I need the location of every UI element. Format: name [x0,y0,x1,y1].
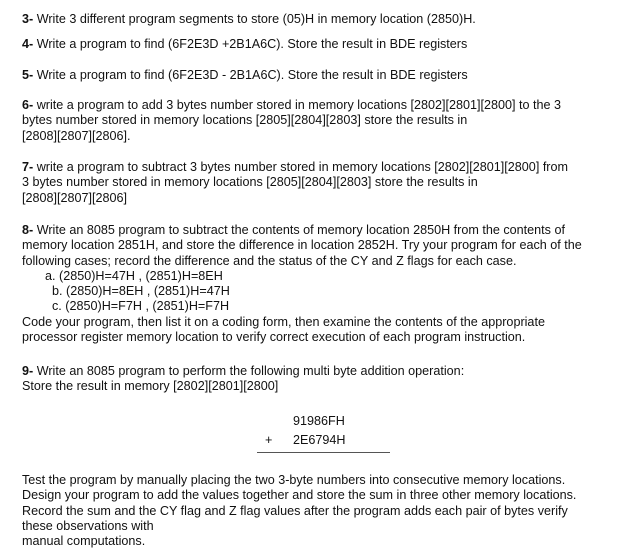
question-number: 9- [22,364,34,378]
operand-1: 91986FH [293,414,345,428]
question-text: Write a program to find (6F2E3D +2B1A6C). Store the result in BDE registers [33,37,468,51]
question-number: 5- [22,68,34,82]
question-number: 3- [22,12,34,26]
question-6 [22,98,623,144]
question-9-footer: Test the program by manually placing the two 3-byte numbers into consecutive memory locations. Design your program to add the values together and store the sum in three other memory locations. Record the sum and the CY flag and Z flag values after the program adds each pair of bytes verify these observations with manual computations. [22,473,577,549]
question-text: write a program to add 3 bytes number stored in memory locations [2802][2801][2800] to the 3 bytes number stored in memory locations [2805][2804][2803] store the results in [2808][2807][2806]. [22,98,562,143]
question-8-footer: Code your program, then list it on a coding form, then examine the contents of the appropriate processor register memory location to verify correct execution of each program instruction. [22,315,545,345]
case-b: b. (2850)H=8EH , (2851)H=47H [52,284,230,298]
question-text: Write an 8085 program to subtract the contents of memory location 2850H from the contents of memory location 2851H, and store the difference in location 2852H. Try your program for each of the following cases; record the difference and the status of the CY and Z flags for each case. [22,223,582,268]
plus-sign: + [265,433,273,447]
case-c: c. (2850)H=F7H , (2851)H=F7H [52,299,230,313]
sum-rule [257,452,390,453]
question-text: write a program to subtract 3 bytes number stored in memory locations [2802][2801][2800] from 3 bytes number stored in memory locations [2805][2804][2803] store the results in [2808][2807][2806] [22,160,569,205]
question-4 [22,37,623,52]
question-5 [22,68,623,83]
case-a: a. (2850)H=47H , (2851)H=8EH [45,269,223,283]
question-number: 8- [22,223,34,237]
question-number: 7- [22,160,34,174]
question-text: Write 3 different program segments to store (05)H in memory location (2850)H. [33,12,476,26]
operand-2: 2E6794H [293,433,346,447]
question-7 [22,160,623,206]
question-3 [22,12,623,27]
question-number: 4- [22,37,34,51]
question-9 [22,364,623,395]
question-text: Write an 8085 program to perform the following multi byte addition operation: Store the result in memory [2802][2801][2800] [22,364,465,394]
question-number: 6- [22,98,34,112]
question-8 [22,223,623,269]
question-text: Write a program to find (6F2E3D - 2B1A6C). Store the result in BDE registers [33,68,468,82]
